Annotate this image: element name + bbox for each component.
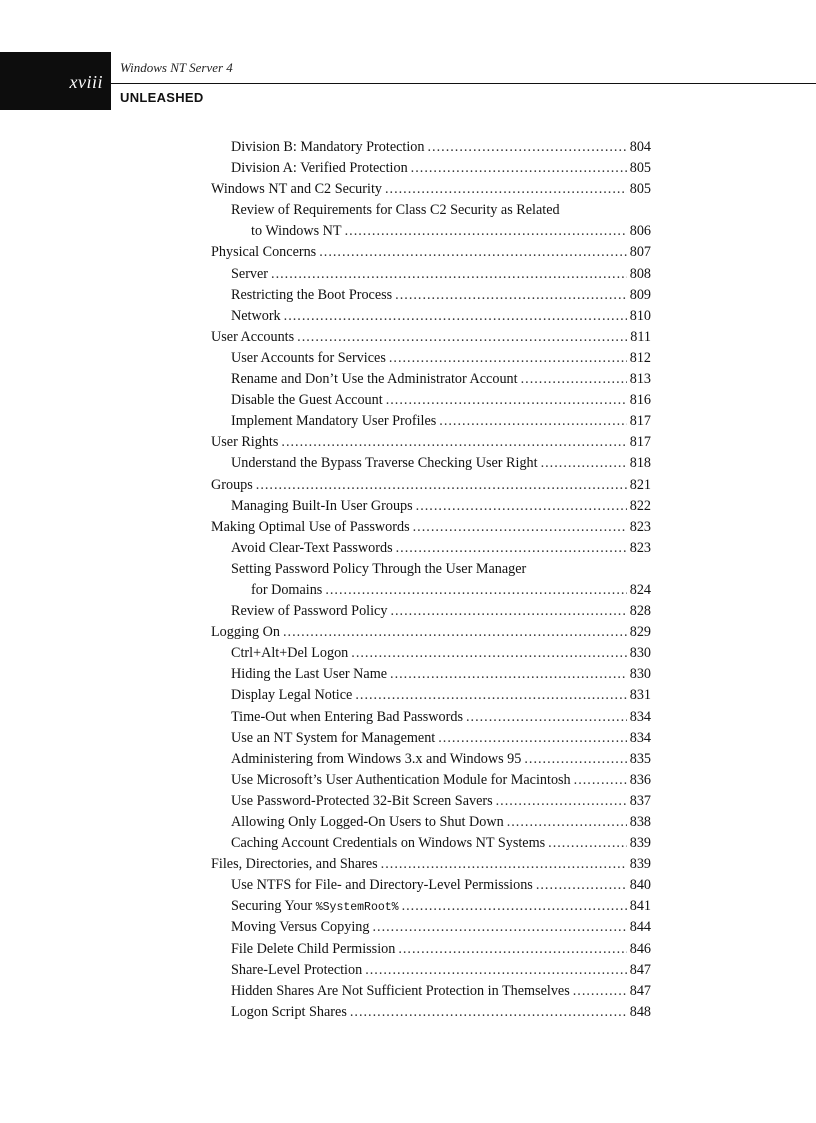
- toc-entry-page: 817: [629, 434, 651, 451]
- dot-leader: [466, 707, 627, 728]
- dot-leader: [319, 242, 627, 263]
- toc-entry: [211, 707, 651, 728]
- toc-entry-title: Review of Password Policy: [231, 603, 388, 620]
- toc-entry-title: Groups: [211, 476, 253, 493]
- toc-entry-page: 839: [629, 856, 651, 873]
- dot-leader: [413, 517, 627, 538]
- toc-entry-page: 841: [629, 898, 651, 915]
- dot-leader: [297, 327, 627, 348]
- toc-entry: [211, 728, 651, 749]
- toc-entry-page: 840: [629, 877, 651, 894]
- dot-leader: [355, 685, 626, 706]
- dot-leader: [350, 1002, 627, 1023]
- toc-entry: [211, 538, 651, 559]
- toc-entry-page: 816: [629, 392, 651, 409]
- toc-entry: [211, 559, 651, 580]
- toc-entry: [211, 453, 651, 474]
- header-rule: [111, 83, 816, 84]
- toc-entry-title: User Accounts for Services: [231, 349, 386, 366]
- toc-entry: [211, 896, 651, 917]
- toc-entry: [211, 242, 651, 263]
- toc-entry-page: 838: [629, 814, 651, 830]
- running-title: Windows NT Server 4: [120, 60, 233, 75]
- toc-entry-title: Time-Out when Entering Bad Passwords: [231, 708, 463, 725]
- dot-leader: [386, 390, 627, 411]
- toc-entry-page: 848: [629, 1003, 651, 1020]
- toc-entry-title: Making Optimal Use of Passwords: [211, 518, 410, 535]
- toc-entry-page: 813: [629, 371, 651, 388]
- toc-entry: [211, 285, 651, 306]
- toc-entry-page: 807: [629, 244, 651, 261]
- toc-entry-page: 835: [629, 750, 651, 767]
- toc-entry: [211, 833, 651, 854]
- toc-entry-page: 847: [629, 961, 651, 978]
- toc-entry: [211, 200, 651, 221]
- dot-leader: [541, 453, 627, 474]
- toc-entry-page: 822: [629, 497, 651, 514]
- dot-leader: [536, 875, 627, 896]
- toc-entry-title: to Windows NT: [251, 223, 342, 240]
- toc-entry: [211, 517, 651, 538]
- dot-leader: [389, 348, 627, 369]
- toc-entry-page: 805: [629, 181, 651, 198]
- toc-entry: [211, 981, 651, 1002]
- dot-leader: [402, 896, 627, 917]
- toc-entry: [211, 1002, 651, 1023]
- dot-leader: [428, 137, 627, 158]
- dot-leader: [524, 749, 626, 770]
- toc-entry-title: Server: [231, 265, 269, 282]
- toc-entry: [211, 496, 651, 517]
- dot-leader: [325, 580, 626, 601]
- toc-entry-title: Rename and Don’t Use the Administrator Account: [231, 371, 518, 388]
- toc-entry-page: 809: [629, 286, 651, 303]
- toc-entry-title: Division A: Verified Protection: [231, 160, 408, 177]
- toc-entry: [211, 749, 651, 770]
- dot-leader: [507, 812, 627, 833]
- toc-entry-page: 829: [629, 624, 651, 641]
- toc-entry-title: Use Microsoft’s User Authentication Module for Macintosh: [231, 771, 571, 788]
- toc-entry-code: %SystemRoot%: [315, 901, 399, 915]
- toc-entry-page: 828: [629, 603, 651, 620]
- dot-leader: [390, 601, 626, 622]
- toc-entry: [211, 348, 651, 369]
- toc-entry-page: 823: [629, 518, 651, 535]
- dot-leader: [395, 285, 627, 306]
- toc-entry: [211, 664, 651, 685]
- toc-entry-title: Moving Versus Copying: [231, 919, 370, 936]
- toc-entry-page: 806: [629, 223, 651, 240]
- toc-entry-title: Caching Account Credentials on Windows NT Systems: [231, 835, 546, 852]
- toc-entry-title: Network: [231, 307, 281, 324]
- toc-entry-title: User Rights: [211, 434, 279, 451]
- toc-entry-page: 808: [629, 265, 651, 282]
- toc-entry-page: 812: [629, 349, 651, 366]
- dot-leader: [372, 917, 626, 938]
- toc-entry-title: Logging On: [211, 624, 280, 641]
- toc-entry-title: Share-Level Protection: [231, 961, 363, 978]
- toc-entry: [211, 179, 651, 200]
- toc-entry: [211, 812, 651, 833]
- toc-entry-page: 839: [629, 835, 651, 852]
- dot-leader: [283, 622, 627, 643]
- toc-entry-page: 837: [629, 792, 651, 809]
- toc-entry: [211, 917, 651, 938]
- dot-leader: [496, 791, 627, 812]
- toc-entry-page: 830: [629, 645, 651, 662]
- toc-entry: [211, 791, 651, 812]
- toc-entry-page: 824: [629, 581, 651, 598]
- dot-leader: [345, 221, 627, 242]
- toc-entry-page: 810: [629, 307, 651, 324]
- toc-entry-title: Display Legal Notice: [231, 687, 353, 704]
- dot-leader: [439, 411, 626, 432]
- toc-entry-title: File Delete Child Permission: [231, 940, 396, 957]
- toc-entry-title: Avoid Clear-Text Passwords: [231, 539, 393, 556]
- toc-entry-title: Logon Script Shares: [231, 1003, 347, 1020]
- toc-entry-title: Files, Directories, and Shares: [211, 856, 378, 873]
- toc-entry-page: 811: [630, 328, 651, 345]
- toc-entry-page: 823: [629, 539, 651, 556]
- dot-leader: [548, 833, 627, 854]
- dot-leader: [256, 475, 627, 496]
- toc-entry-title: Administering from Windows 3.x and Windows 95: [231, 750, 522, 767]
- toc-entry: [211, 854, 651, 875]
- toc-entry: [211, 770, 651, 791]
- toc-entry-page: 805: [629, 160, 651, 177]
- dot-leader: [573, 981, 627, 1002]
- toc-entry-page: 821: [629, 476, 651, 493]
- toc-entry: [211, 221, 651, 242]
- dot-leader: [416, 496, 627, 517]
- toc-entry-title: Restricting the Boot Process: [231, 286, 393, 303]
- toc-entry: [211, 960, 651, 981]
- toc-entry-title: Review of Requirements for Class C2 Security as Related: [231, 202, 560, 219]
- toc-entry-title: Managing Built-In User Groups: [231, 497, 413, 514]
- dot-leader: [574, 770, 627, 791]
- dot-leader: [438, 728, 626, 749]
- dot-leader: [351, 643, 626, 664]
- toc-entry: [211, 264, 651, 285]
- page-header: [0, 52, 816, 110]
- toc-entry: [211, 327, 651, 348]
- toc-entry-title: Use an NT System for Management: [231, 729, 436, 746]
- toc-entry-title: Ctrl+Alt+Del Logon: [231, 645, 349, 662]
- dot-leader: [381, 854, 627, 875]
- toc-entry-page: 836: [629, 771, 651, 788]
- toc-entry-page: 817: [629, 413, 651, 430]
- folio-box: [0, 52, 111, 110]
- dot-leader: [271, 264, 627, 285]
- toc-entry-page: 818: [629, 455, 651, 472]
- dot-leader: [521, 369, 627, 390]
- toc-entry: [211, 432, 651, 453]
- toc-entry: [211, 306, 651, 327]
- toc-entry: [211, 580, 651, 601]
- toc-entry-title: Division B: Mandatory Protection: [231, 139, 425, 155]
- dot-leader: [398, 939, 626, 960]
- toc-entry-title: Allowing Only Logged-On Users to Shut Down: [231, 814, 504, 830]
- dot-leader: [390, 664, 627, 685]
- dot-leader: [385, 179, 627, 200]
- toc-entry: [211, 390, 651, 411]
- dot-leader: [365, 960, 627, 981]
- toc-entry-title: Disable the Guest Account: [231, 392, 383, 409]
- toc-entry: [211, 875, 651, 896]
- book-subtitle: UNLEASHED: [120, 90, 204, 105]
- toc-entry-title: Hiding the Last User Name: [231, 666, 388, 683]
- toc-entry-title: Setting Password Policy Through the User Manager: [231, 560, 527, 577]
- toc-entry-title: Windows NT and C2 Security: [211, 181, 382, 198]
- toc-entry-page: 834: [629, 708, 651, 725]
- toc-entry-title: Understand the Bypass Traverse Checking User Right: [231, 455, 538, 472]
- page-number: xviii: [69, 72, 103, 92]
- dot-leader: [411, 158, 627, 179]
- toc-entry: [211, 411, 651, 432]
- toc-entry-title: Use Password-Protected 32-Bit Screen Savers: [231, 792, 493, 809]
- toc-entry-page: 831: [629, 687, 651, 704]
- toc-entry-title: Securing Your: [231, 898, 313, 915]
- toc-entry-title: Implement Mandatory User Profiles: [231, 413, 437, 430]
- toc-entry: [211, 158, 651, 179]
- table-of-contents: [211, 137, 651, 1023]
- toc-entry-title: Use NTFS for File- and Directory-Level Permissions: [231, 877, 533, 894]
- toc-entry-page: 830: [629, 666, 651, 683]
- toc-entry-page: 834: [629, 729, 651, 746]
- toc-entry: [211, 369, 651, 390]
- toc-entry-page: 844: [629, 919, 651, 936]
- toc-entry-page: 846: [629, 940, 651, 957]
- toc-entry: [211, 601, 651, 622]
- toc-entry: [211, 643, 651, 664]
- toc-entry-title: Hidden Shares Are Not Sufficient Protection in Themselves: [231, 982, 570, 999]
- toc-entry-title: for Domains: [251, 581, 323, 598]
- toc-entry: [211, 622, 651, 643]
- toc-entry-page: 847: [629, 982, 651, 999]
- toc-entry: [211, 475, 651, 496]
- toc-entry-title: Physical Concerns: [211, 244, 317, 261]
- toc-entry-title: User Accounts: [211, 328, 295, 345]
- toc-entry: [211, 685, 651, 706]
- dot-leader: [284, 306, 627, 327]
- toc-entry: [211, 939, 651, 960]
- toc-entry: [211, 137, 651, 158]
- toc-entry-page: 804: [629, 139, 651, 155]
- dot-leader: [281, 432, 626, 453]
- dot-leader: [396, 538, 627, 559]
